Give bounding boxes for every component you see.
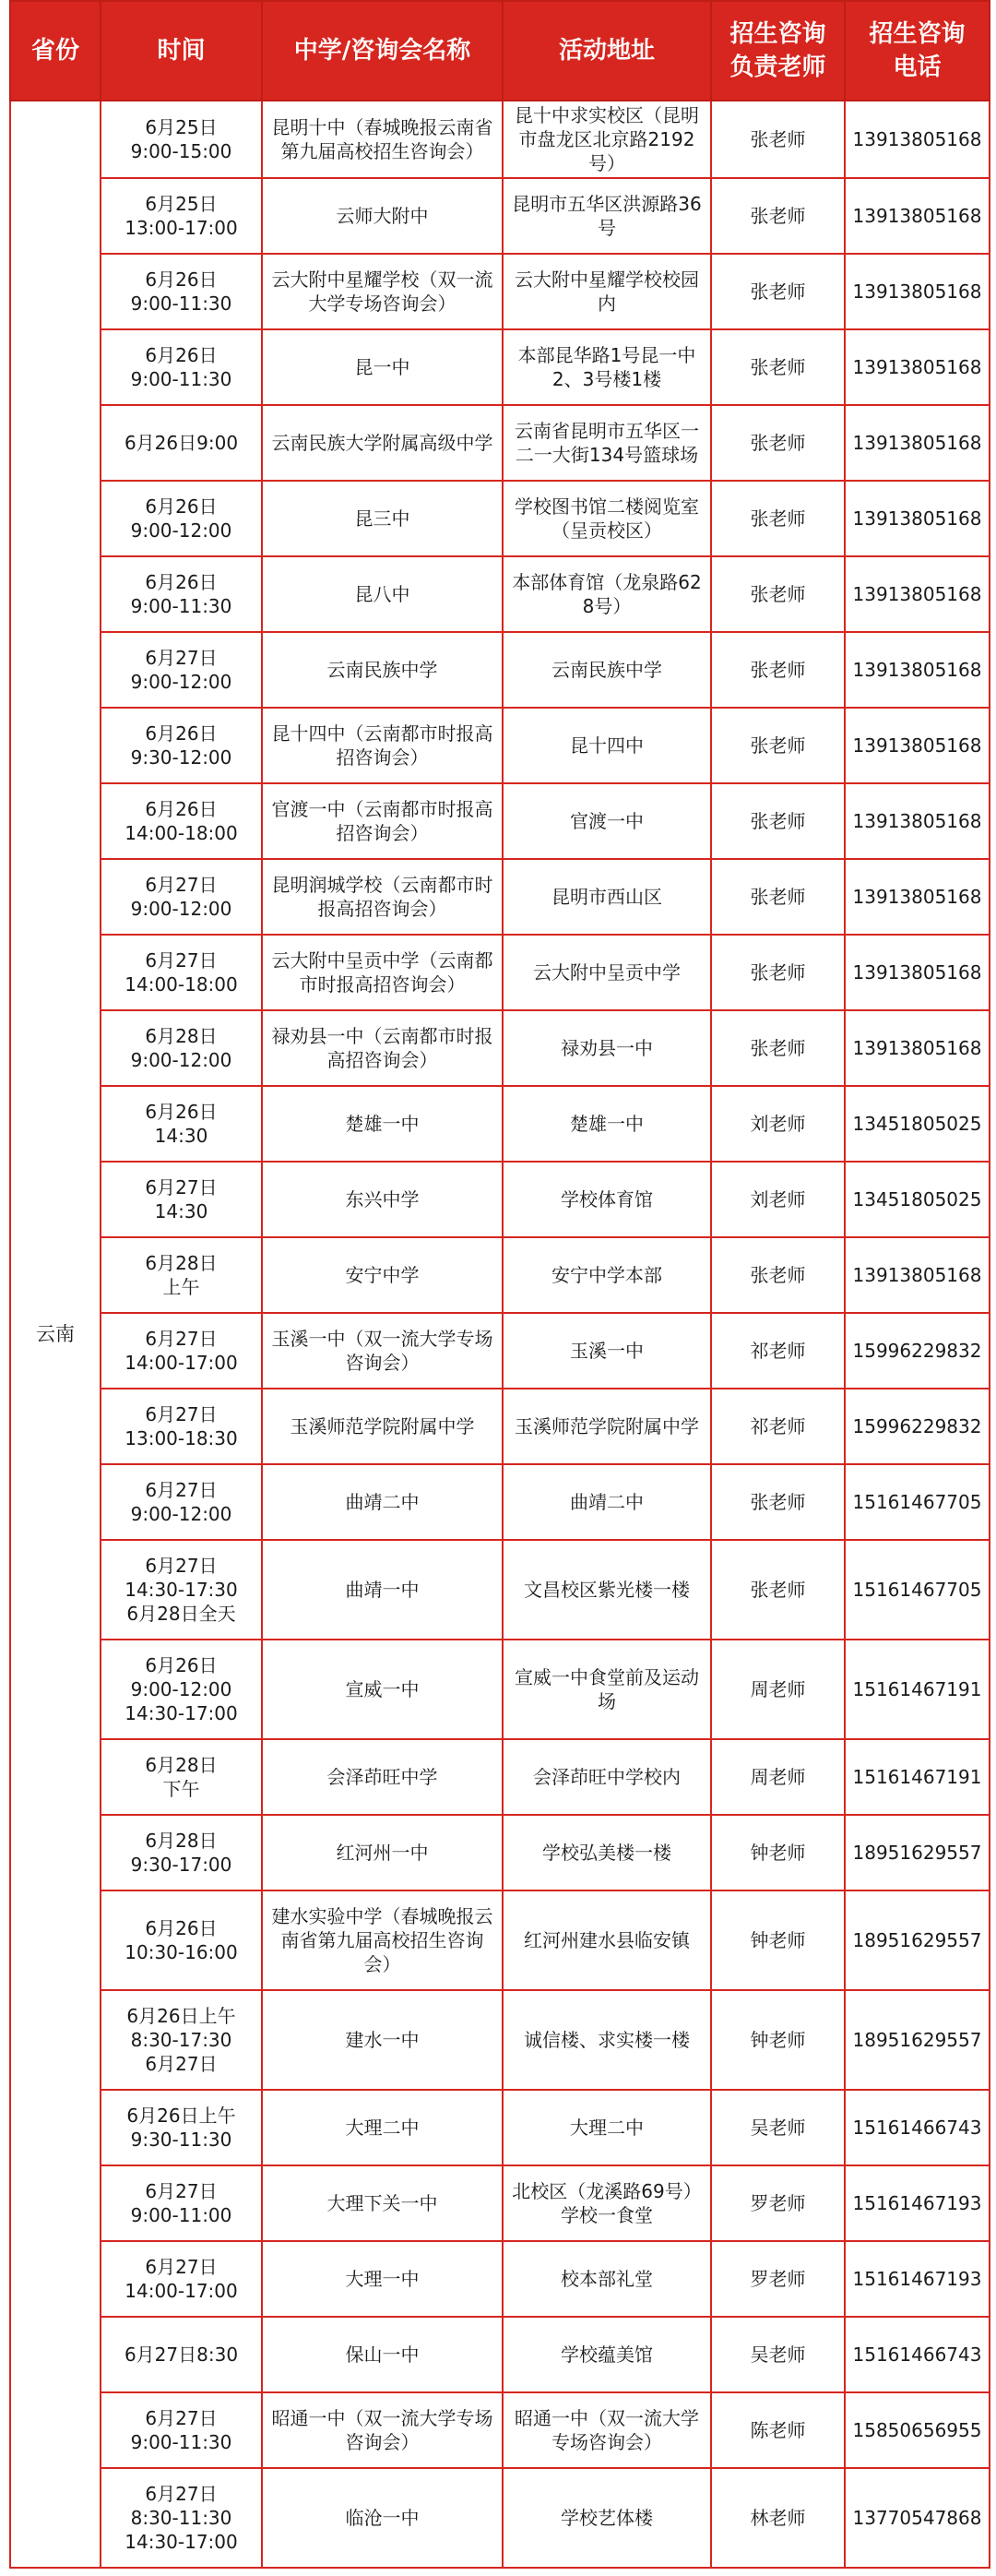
cell-time: 6月27日 13:00-18:30 [101,1389,262,1464]
cell-teacher: 张老师 [711,935,845,1010]
cell-address: 宣威一中食堂前及运动场 [503,1640,711,1739]
cell-phone: 13913805168 [845,178,990,254]
cell-time: 6月27日 14:00-17:00 [101,2241,262,2317]
table-row [10,405,990,481]
table-row [10,1237,990,1313]
cell-teacher: 钟老师 [711,1990,845,2090]
cell-phone: 13913805168 [845,783,990,859]
table-row [10,1890,990,1990]
table-row [10,1313,990,1389]
cell-phone: 13913805168 [845,481,990,556]
table-row [10,178,990,254]
cell-school: 昆十四中（云南都市时报高招咨询会） [262,708,503,783]
cell-phone: 13913805168 [845,632,990,708]
table-row [10,632,990,708]
cell-school: 云大附中呈贡中学（云南都市时报高招咨询会） [262,935,503,1010]
table-row [10,935,990,1010]
cell-address: 玉溪师范学院附属中学 [503,1389,711,1464]
cell-school: 大理下关一中 [262,2165,503,2241]
cell-address: 云大附中星耀学校校园内 [503,254,711,329]
cell-teacher: 张老师 [711,1010,845,1086]
header-time: 时间 [101,1,262,101]
cell-address: 大理二中 [503,2090,711,2165]
cell-address: 云南省昆明市五华区一二一大街134号篮球场 [503,405,711,481]
cell-address: 文昌校区紫光楼一楼 [503,1540,711,1640]
cell-phone: 13913805168 [845,708,990,783]
cell-time: 6月27日 9:00-12:00 [101,632,262,708]
cell-time: 6月26日 9:30-12:00 [101,708,262,783]
cell-time: 6月26日9:00 [101,405,262,481]
cell-teacher: 张老师 [711,178,845,254]
cell-phone: 15161467191 [845,1640,990,1739]
cell-address: 玉溪一中 [503,1313,711,1389]
cell-teacher: 张老师 [711,405,845,481]
cell-school: 红河州一中 [262,1815,503,1890]
cell-phone: 13913805168 [845,329,990,405]
cell-teacher: 张老师 [711,859,845,935]
cell-teacher: 周老师 [711,1640,845,1739]
cell-teacher: 钟老师 [711,1815,845,1890]
cell-phone: 13913805168 [845,254,990,329]
cell-school: 建水实验中学（春城晚报云南省第九届高校招生咨询会） [262,1890,503,1990]
cell-school: 安宁中学 [262,1237,503,1313]
cell-time: 6月27日 9:00-11:00 [101,2165,262,2241]
cell-phone: 13451805025 [845,1162,990,1237]
cell-address: 本部昆华路1号昆一中2、3号楼1楼 [503,329,711,405]
cell-school: 昆八中 [262,556,503,632]
cell-address: 昆明市西山区 [503,859,711,935]
table-row [10,859,990,935]
cell-teacher: 钟老师 [711,1890,845,1990]
cell-school: 云南民族中学 [262,632,503,708]
cell-phone: 13913805168 [845,405,990,481]
cell-phone: 15161467193 [845,2241,990,2317]
cell-school: 楚雄一中 [262,1086,503,1162]
table-row [10,1162,990,1237]
cell-school: 云南民族大学附属高级中学 [262,405,503,481]
cell-teacher: 张老师 [711,481,845,556]
cell-time: 6月27日 9:00-12:00 [101,1464,262,1540]
cell-time: 6月26日 14:30 [101,1086,262,1162]
cell-address: 诚信楼、求实楼一楼 [503,1990,711,2090]
cell-phone: 15161466743 [845,2090,990,2165]
cell-time: 6月27日 8:30-11:30 14:30-17:00 [101,2468,262,2568]
table-row [10,2241,990,2317]
header-school: 中学/咨询会名称 [262,1,503,101]
cell-school: 云大附中星耀学校（双一流大学专场咨询会） [262,254,503,329]
cell-address: 北校区（龙溪路69号）学校一食堂 [503,2165,711,2241]
cell-time: 6月27日 9:00-12:00 [101,859,262,935]
cell-phone: 15850656955 [845,2392,990,2468]
cell-teacher: 张老师 [711,783,845,859]
cell-time: 6月28日 上午 [101,1237,262,1313]
cell-school: 云师大附中 [262,178,503,254]
table-body [10,101,990,2568]
cell-time: 6月26日 9:00-11:30 [101,254,262,329]
table-row [10,2392,990,2468]
table-row [10,254,990,329]
table-row [10,708,990,783]
cell-address: 学校体育馆 [503,1162,711,1237]
cell-teacher: 刘老师 [711,1086,845,1162]
table-row [10,1640,990,1739]
cell-time: 6月26日上午 8:30-17:30 6月27日 [101,1990,262,2090]
cell-school: 大理二中 [262,2090,503,2165]
cell-address: 校本部礼堂 [503,2241,711,2317]
cell-school: 昆三中 [262,481,503,556]
cell-address: 红河州建水县临安镇 [503,1890,711,1990]
cell-teacher: 张老师 [711,556,845,632]
cell-address: 曲靖二中 [503,1464,711,1540]
cell-time: 6月26日 10:30-16:00 [101,1890,262,1990]
cell-phone: 13913805168 [845,101,990,178]
cell-phone: 13913805168 [845,859,990,935]
table-row [10,2317,990,2392]
cell-time: 6月27日 14:00-18:00 [101,935,262,1010]
cell-address: 官渡一中 [503,783,711,859]
cell-address: 安宁中学本部 [503,1237,711,1313]
cell-phone: 13913805168 [845,1010,990,1086]
cell-school: 临沧一中 [262,2468,503,2568]
cell-address: 云大附中呈贡中学 [503,935,711,1010]
cell-time: 6月26日 9:00-11:30 [101,329,262,405]
cell-address: 楚雄一中 [503,1086,711,1162]
cell-time: 6月27日8:30 [101,2317,262,2392]
cell-time: 6月26日上午 9:30-11:30 [101,2090,262,2165]
cell-time: 6月28日 9:00-12:00 [101,1010,262,1086]
cell-teacher: 罗老师 [711,2241,845,2317]
table-row [10,1086,990,1162]
table-row [10,2090,990,2165]
cell-teacher: 张老师 [711,1237,845,1313]
cell-teacher: 张老师 [711,329,845,405]
cell-phone: 18951629557 [845,1890,990,1990]
table-row [10,2165,990,2241]
cell-address: 昆十中求实校区（昆明市盘龙区北京路2192号） [503,101,711,178]
cell-address: 云南民族中学 [503,632,711,708]
cell-teacher: 张老师 [711,1464,845,1540]
cell-teacher: 陈老师 [711,2392,845,2468]
cell-school: 玉溪一中（双一流大学专场咨询会） [262,1313,503,1389]
header-row [10,1,990,101]
cell-teacher: 周老师 [711,1739,845,1815]
cell-teacher: 祁老师 [711,1313,845,1389]
table-row [10,1389,990,1464]
cell-time: 6月26日 9:00-12:00 14:30-17:00 [101,1640,262,1739]
cell-address: 本部体育馆（龙泉路628号） [503,556,711,632]
table-row [10,101,990,178]
cell-phone: 13770547868 [845,2468,990,2568]
table-row [10,1010,990,1086]
cell-school: 大理一中 [262,2241,503,2317]
cell-teacher: 祁老师 [711,1389,845,1464]
header-phone: 招生咨询 电话 [845,1,990,101]
cell-phone: 15996229832 [845,1389,990,1464]
cell-phone: 18951629557 [845,1815,990,1890]
cell-phone: 13913805168 [845,556,990,632]
cell-phone: 13451805025 [845,1086,990,1162]
cell-school: 玉溪师范学院附属中学 [262,1389,503,1464]
cell-phone: 15161466743 [845,2317,990,2392]
cell-school: 曲靖一中 [262,1540,503,1640]
cell-teacher: 张老师 [711,254,845,329]
cell-phone: 15996229832 [845,1313,990,1389]
cell-time: 6月28日 9:30-17:00 [101,1815,262,1890]
cell-school: 昭通一中（双一流大学专场咨询会） [262,2392,503,2468]
cell-address: 昆十四中 [503,708,711,783]
table-row [10,556,990,632]
cell-phone: 15161467191 [845,1739,990,1815]
table-row [10,1990,990,2090]
province-cell: 云南 [10,101,101,2568]
cell-teacher: 吴老师 [711,2090,845,2165]
table-row [10,2468,990,2568]
cell-phone: 15161467705 [845,1540,990,1640]
cell-school: 保山一中 [262,2317,503,2392]
cell-phone: 13913805168 [845,935,990,1010]
cell-school: 昆一中 [262,329,503,405]
cell-time: 6月26日 9:00-12:00 [101,481,262,556]
cell-address: 禄劝县一中 [503,1010,711,1086]
cell-phone: 18951629557 [845,1990,990,2090]
cell-phone: 13913805168 [845,1237,990,1313]
consultation-schedule-table [9,0,990,2569]
cell-address: 学校弘美楼一楼 [503,1815,711,1890]
cell-school: 昆明十中（春城晚报云南省第九届高校招生咨询会） [262,101,503,178]
table-header [10,1,990,101]
table-row [10,481,990,556]
cell-teacher: 罗老师 [711,2165,845,2241]
table-row [10,1540,990,1640]
cell-time: 6月28日 下午 [101,1739,262,1815]
cell-time: 6月27日 14:30 [101,1162,262,1237]
header-teacher: 招生咨询 负责老师 [711,1,845,101]
cell-school: 东兴中学 [262,1162,503,1237]
cell-teacher: 林老师 [711,2468,845,2568]
cell-school: 建水一中 [262,1990,503,2090]
cell-teacher: 张老师 [711,101,845,178]
table-row [10,783,990,859]
table-row [10,1815,990,1890]
cell-school: 宣威一中 [262,1640,503,1739]
cell-school: 昆明润城学校（云南都市时报高招咨询会） [262,859,503,935]
cell-school: 会泽茚旺中学 [262,1739,503,1815]
cell-time: 6月27日 9:00-11:30 [101,2392,262,2468]
cell-time: 6月25日 13:00-17:00 [101,178,262,254]
cell-time: 6月27日 14:00-17:00 [101,1313,262,1389]
table-row [10,1464,990,1540]
cell-time: 6月25日 9:00-15:00 [101,101,262,178]
table-row [10,1739,990,1815]
header-address: 活动地址 [503,1,711,101]
cell-address: 学校图书馆二楼阅览室（呈贡校区） [503,481,711,556]
cell-school: 禄劝县一中（云南都市时报高招咨询会） [262,1010,503,1086]
cell-phone: 15161467705 [845,1464,990,1540]
cell-teacher: 张老师 [711,632,845,708]
cell-address: 昆明市五华区洪源路36号 [503,178,711,254]
cell-teacher: 张老师 [711,1540,845,1640]
cell-teacher: 刘老师 [711,1162,845,1237]
header-province: 省份 [10,1,101,101]
cell-time: 6月26日 9:00-11:30 [101,556,262,632]
cell-address: 学校蕴美馆 [503,2317,711,2392]
cell-teacher: 张老师 [711,708,845,783]
cell-school: 官渡一中（云南都市时报高招咨询会） [262,783,503,859]
cell-phone: 15161467193 [845,2165,990,2241]
cell-school: 曲靖二中 [262,1464,503,1540]
cell-time: 6月27日 14:30-17:30 6月28日全天 [101,1540,262,1640]
cell-teacher: 吴老师 [711,2317,845,2392]
cell-time: 6月26日 14:00-18:00 [101,783,262,859]
cell-address: 昭通一中（双一流大学专场咨询会） [503,2392,711,2468]
cell-address: 会泽茚旺中学校内 [503,1739,711,1815]
cell-address: 学校艺体楼 [503,2468,711,2568]
table-row [10,329,990,405]
